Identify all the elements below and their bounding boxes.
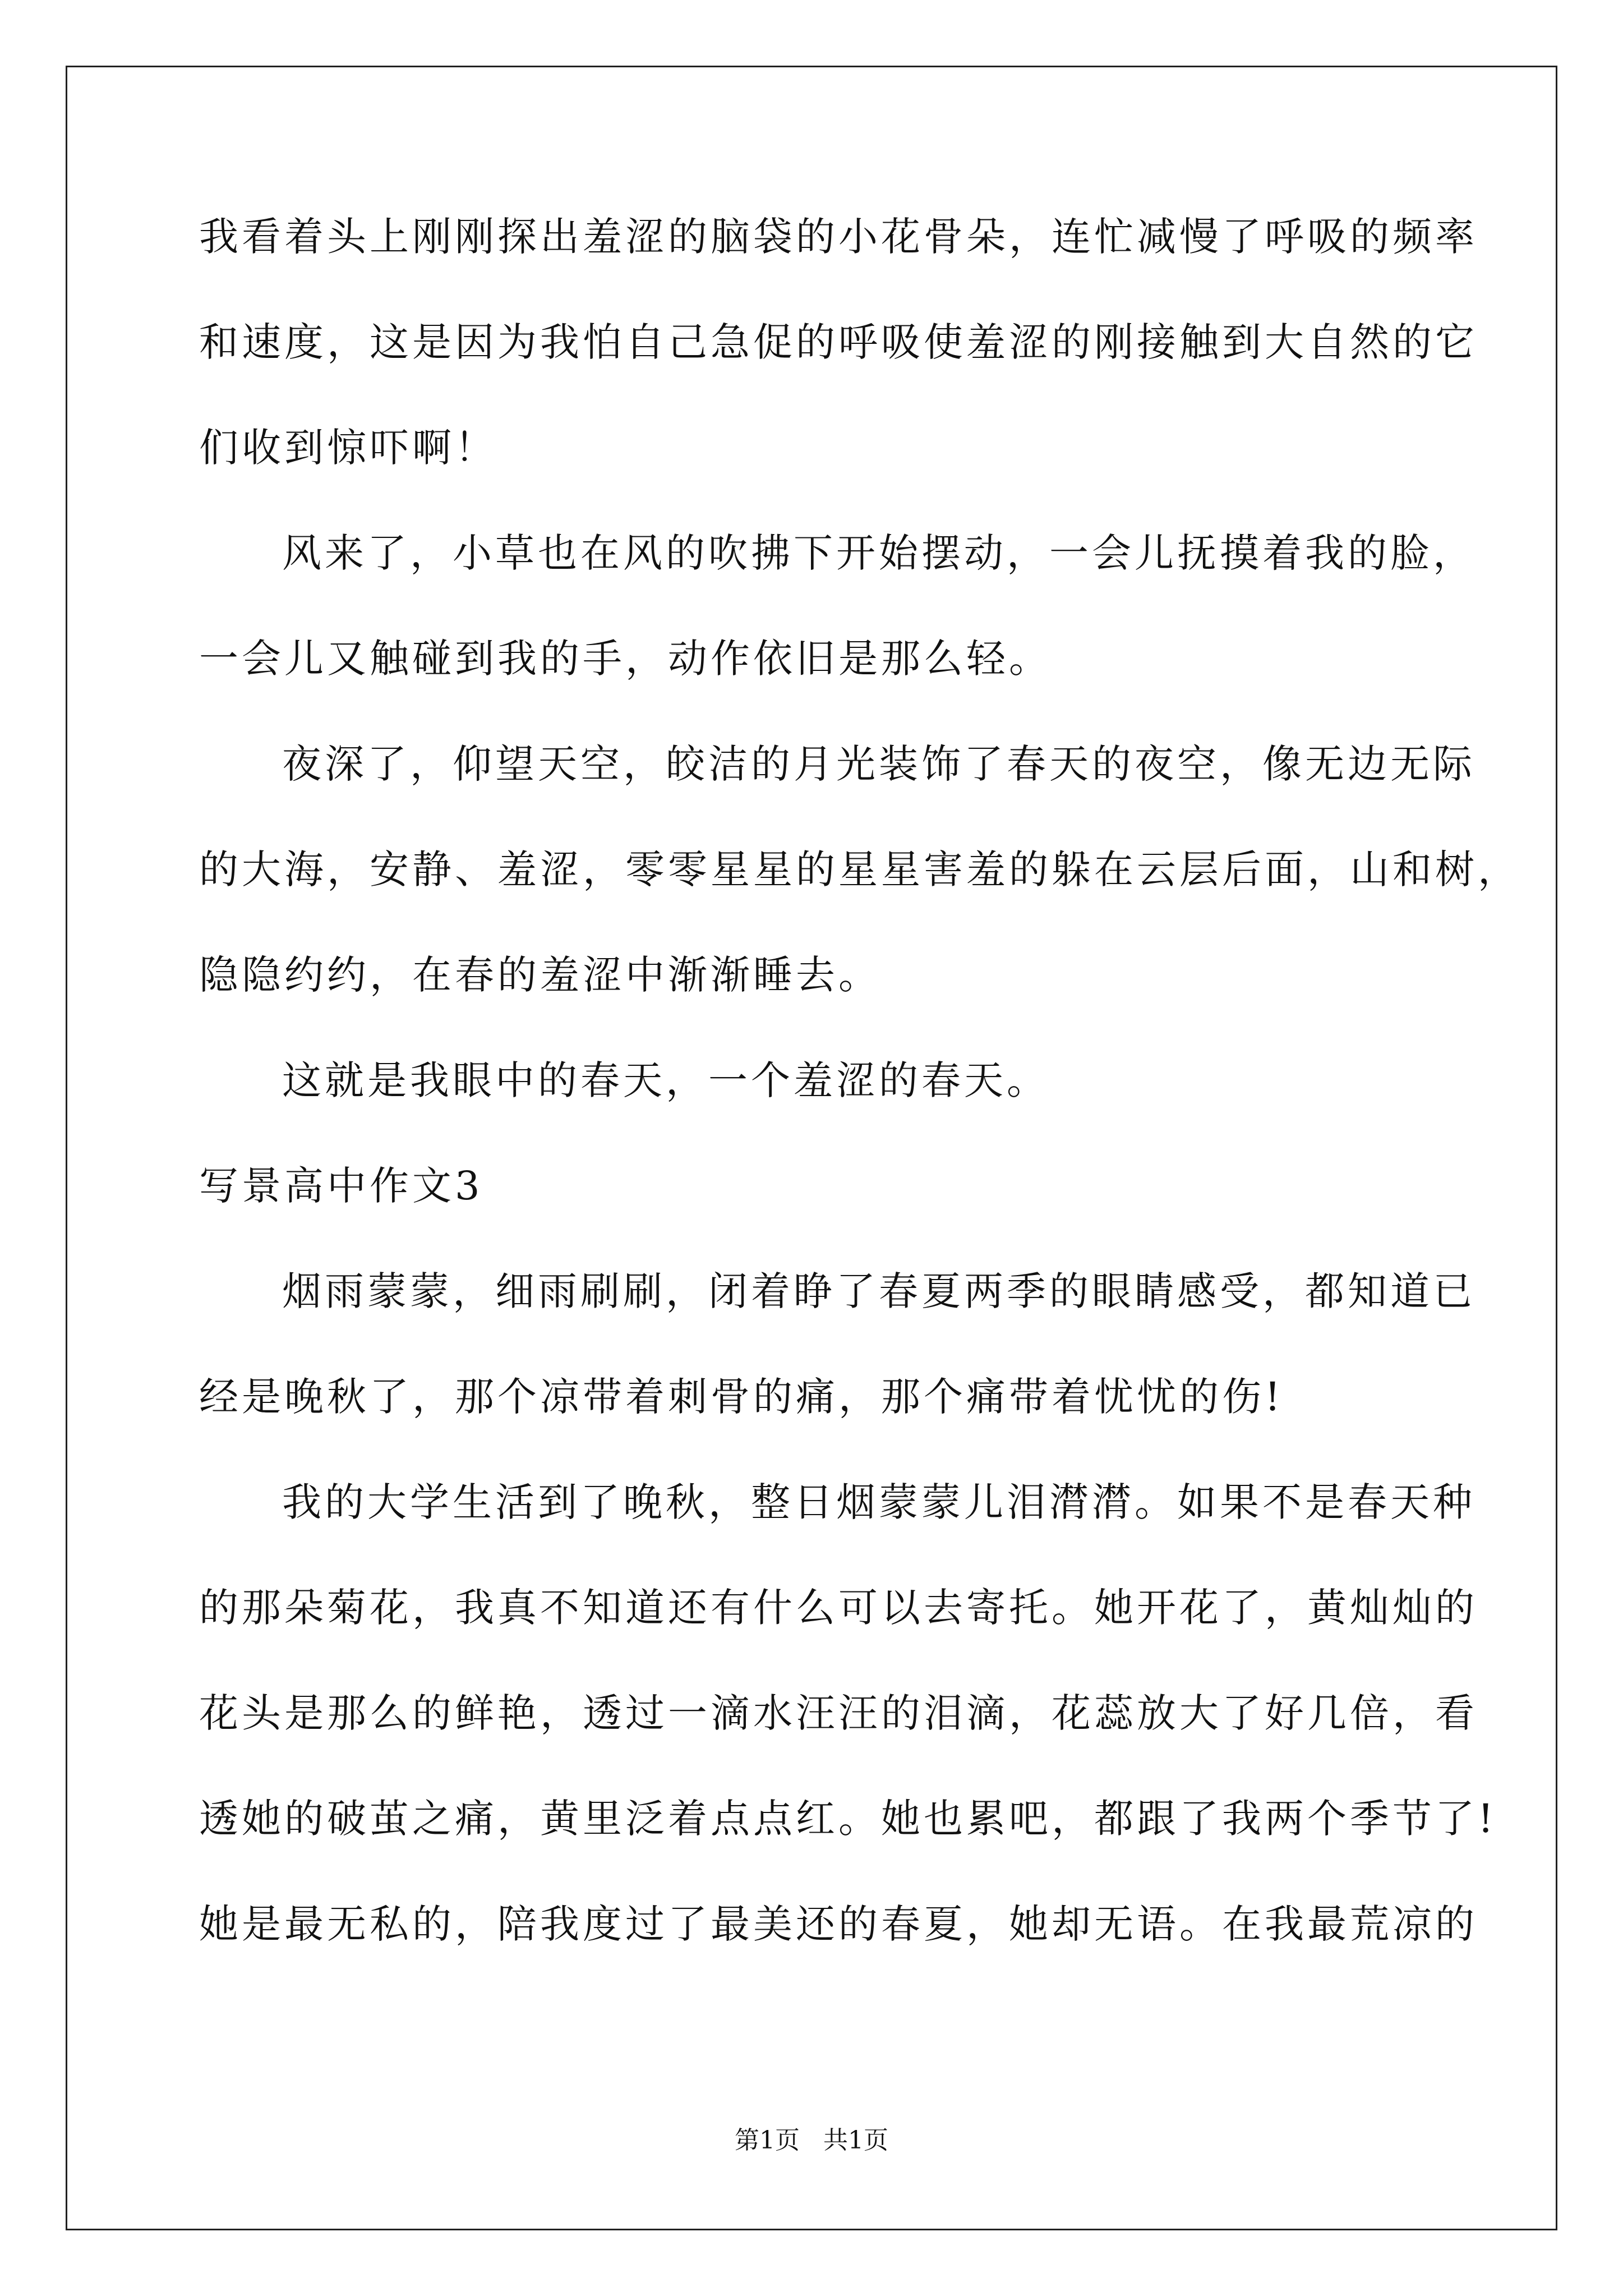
text-line: 她是最无私的，陪我度过了最美还的春夏，她却无语。在我最荒凉的 xyxy=(199,1901,1478,1947)
text-line: 经是晚秋了，那个凉带着刺骨的痛，那个痛带着忧忧的伤! xyxy=(199,1374,1284,1420)
text-line: 和速度，这是因为我怕自己急促的呼吸使羞涩的刚接触到大自然的它 xyxy=(199,319,1478,365)
text-line: 的大海，安静、羞涩，零零星星的星星害羞的躲在云层后面，山和树， xyxy=(199,846,1520,892)
text-line: 我的大学生活到了晚秋，整日烟蒙蒙儿泪潸潸。如果不是春天种 xyxy=(282,1479,1476,1525)
text-line: 我看着头上刚刚探出羞涩的脑袋的小花骨朵，连忙减慢了呼吸的频率 xyxy=(199,214,1478,260)
section-heading: 写景高中作文3 xyxy=(199,1163,483,1209)
text-line: 花头是那么的鲜艳，透过一滴水汪汪的泪滴，花蕊放大了好几倍，看 xyxy=(199,1690,1478,1736)
text-line: 透她的破茧之痛，黄里泛着点点红。她也累吧，都跟了我两个季节了! xyxy=(199,1796,1497,1842)
text-line: 一会儿又触碰到我的手，动作依旧是那么轻。 xyxy=(199,636,1052,682)
text-line: 风来了，小草也在风的吹拂下开始摆动，一会儿抚摸着我的脸， xyxy=(282,530,1476,576)
text-line: 们收到惊吓啊！ xyxy=(199,425,497,471)
text-line: 的那朵菊花，我真不知道还有什么可以去寄托。她开花了，黄灿灿的 xyxy=(199,1585,1478,1631)
text-line: 烟雨蒙蒙，细雨刷刷，闭着睁了春夏两季的眼睛感受，都知道已 xyxy=(282,1268,1476,1314)
page-footer: 第1页 共1页 xyxy=(735,2126,888,2155)
text-line: 隐隐约约，在春的羞涩中渐渐睡去。 xyxy=(199,952,881,998)
text-line: 夜深了，仰望天空，皎洁的月光装饰了春天的夜空，像无边无际 xyxy=(282,741,1476,787)
text-line: 这就是我眼中的春天，一个羞涩的春天。 xyxy=(282,1057,1049,1103)
